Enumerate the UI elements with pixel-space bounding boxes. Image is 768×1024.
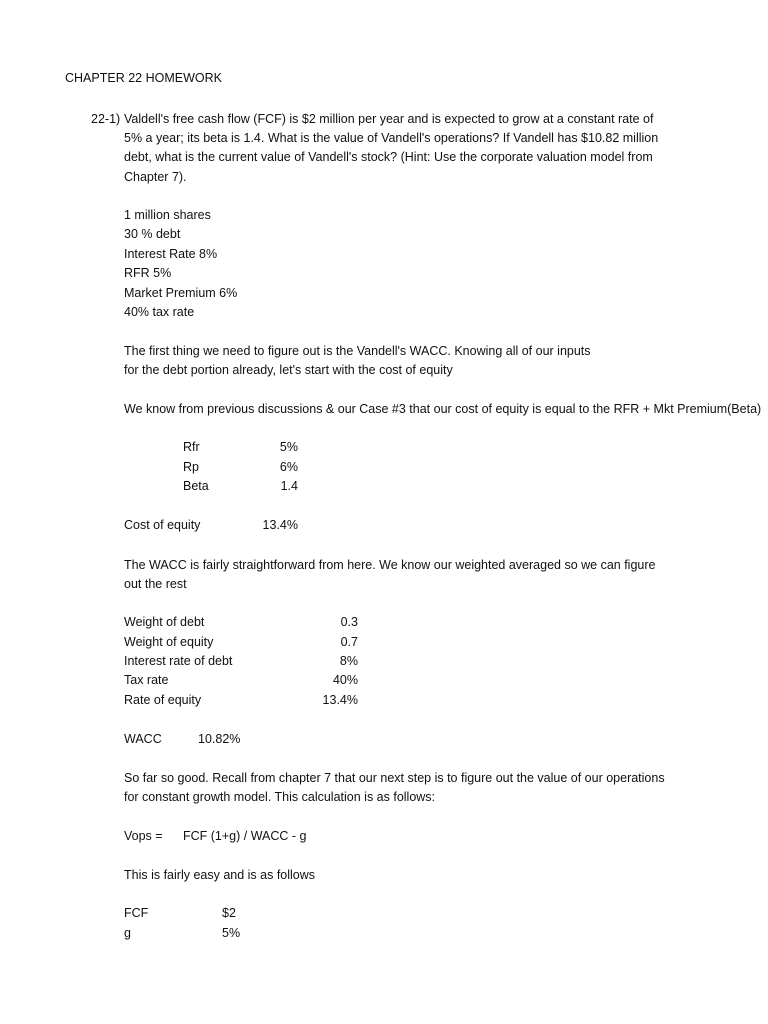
paragraph-line: The first thing we need to figure out is the Vandell's WACC. Knowing all of our inputs [124, 344, 591, 358]
paragraph-line: out the rest [124, 577, 187, 591]
given-item: 40% tax rate [124, 305, 195, 319]
problem-line: debt, what is the current value of Vandell's stock? (Hint: Use the corporate valuation model from [124, 150, 653, 164]
input-label: Rfr [183, 440, 200, 454]
input-label: Beta [183, 479, 209, 493]
formula-label: Vops = [124, 829, 163, 843]
paragraph-line: for constant growth model. This calculation is as follows: [124, 790, 436, 804]
formula-expression: FCF (1+g) / WACC - g [183, 829, 307, 843]
paragraph-line: The WACC is fairly straightforward from here. We know our weighted averaged so we can figure [124, 558, 656, 572]
input-value: $2 [222, 906, 236, 920]
given-item: 30 % debt [124, 227, 181, 241]
problem-line: 5% a year; its beta is 1.4. What is the value of Vandell's operations? If Vandell has $10.82 million [124, 131, 659, 145]
given-item: RFR 5% [124, 266, 172, 280]
problem-line: Valdell's free cash flow (FCF) is $2 million per year and is expected to grow at a constant rate of [124, 112, 654, 126]
problem-number: 22-1) [91, 112, 121, 126]
input-label: Tax rate [124, 673, 169, 687]
input-value: 5% [222, 926, 241, 940]
paragraph-line: We know from previous discussions & our Case #3 that our cost of equity is equal to the RFR + Mkt Premium(Beta) [124, 402, 762, 416]
problem-line: Chapter 7). [124, 170, 187, 184]
page-title: CHAPTER 22 HOMEWORK [65, 71, 222, 85]
input-value: 0.3 [340, 615, 358, 629]
input-label: FCF [124, 906, 149, 920]
input-label: Interest rate of debt [124, 654, 233, 668]
input-value: 13.4% [322, 693, 358, 707]
result-value: 10.82% [198, 732, 241, 746]
input-label: g [124, 926, 131, 940]
paragraph-line: This is fairly easy and is as follows [124, 868, 316, 882]
input-value: 6% [279, 460, 298, 474]
input-value: 8% [339, 654, 358, 668]
given-item: Market Premium 6% [124, 286, 238, 300]
input-value: 1.4 [280, 479, 298, 493]
input-value: 40% [332, 673, 358, 687]
input-label: Weight of debt [124, 615, 205, 629]
paragraph-line: for the debt portion already, let's start with the cost of equity [124, 363, 453, 377]
given-item: Interest Rate 8% [124, 247, 218, 261]
input-label: Rp [183, 460, 199, 474]
result-label: Cost of equity [124, 518, 201, 532]
result-value: 13.4% [262, 518, 298, 532]
input-label: Weight of equity [124, 635, 214, 649]
given-item: 1 million shares [124, 208, 211, 222]
input-label: Rate of equity [124, 693, 202, 707]
result-label: WACC [124, 732, 162, 746]
input-value: 0.7 [340, 635, 358, 649]
input-value: 5% [279, 440, 298, 454]
paragraph-line: So far so good. Recall from chapter 7 that our next step is to figure out the value of our operations [124, 771, 665, 785]
